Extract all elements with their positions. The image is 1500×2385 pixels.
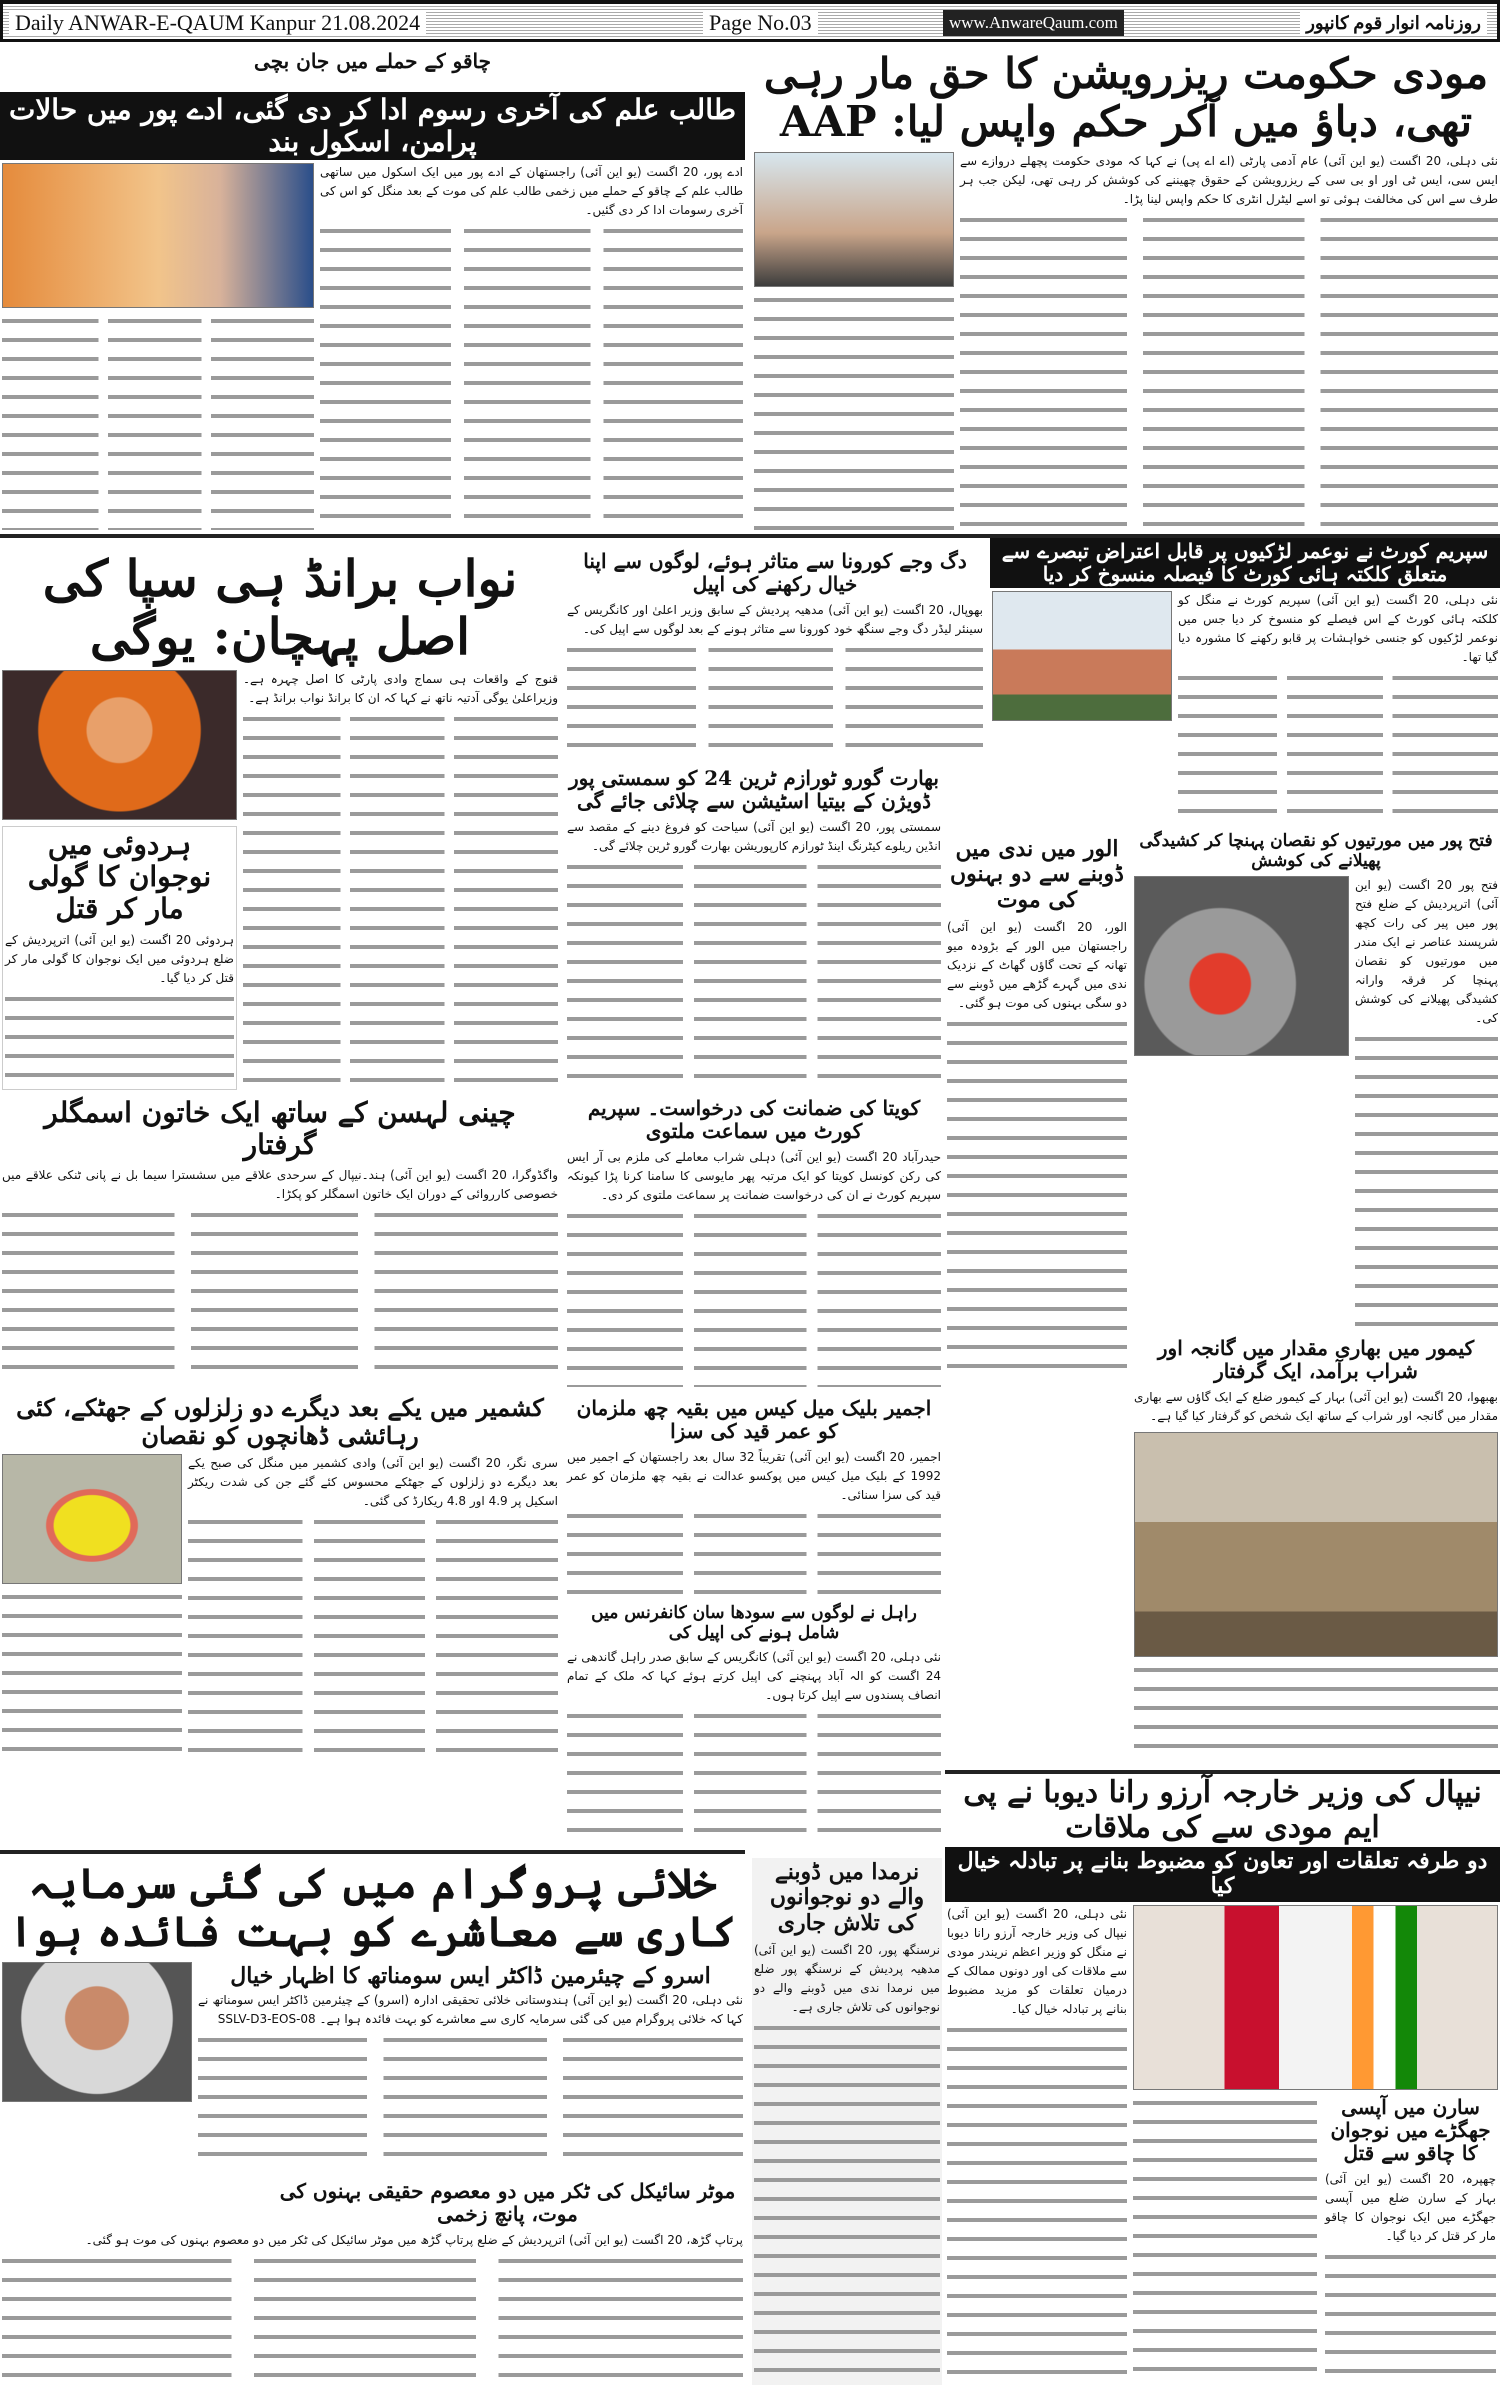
headline: موٹر سائیکل کی ٹکر میں دو معصوم حقیقی بہنوں کی موت، پانچ زخمی <box>279 2179 736 2226</box>
text-columns <box>2 1588 182 1764</box>
article-motorcycle-accident <box>0 2178 745 2385</box>
headline: راہل نے لوگوں سے سودھا سان کانفرنس میں شامل ہونے کی اپیل کی <box>591 1603 917 1643</box>
article-text: ہردوئی 20 اگست (یو این آئی) اترپردیش کے ضلع ہردوئی میں ایک نوجوان کا گولی مار کر قتل کر دیا گیا۔ <box>5 932 235 985</box>
website-link[interactable]: www.AnwareQaum.com <box>943 10 1124 36</box>
headline: مودی حکومت ریزرویشن کا حق مار رہی تھی، دباؤ میں آکر حکم واپس لیا: AAP <box>763 49 1489 147</box>
article-text: سمستی پور، 20 اگست (یو این آئی) سیاحت کو فروغ دینے کے مقصد سے انڈین ریلوے کیٹرنگ اینڈ ٹورازم کارپوریشن بھارت گورو ٹرین چلائے گی۔ <box>567 820 942 853</box>
photo-funeral <box>2 163 314 308</box>
article-kashmir-earthquake <box>0 1392 560 1767</box>
article-alwar <box>945 835 1129 1385</box>
headline: سپریم کورٹ نے نوعمر لڑکیوں پر قابل اعتراض تبصرے سے متعلق کلکتہ ہائی کورٹ کا فیصلہ منسوخ کر دیا <box>990 538 1500 588</box>
article-supreme-court <box>990 538 1500 828</box>
subheadline: دو طرفہ تعلقات اور تعاون کو مضبوط بنانے پر تبادلہ خیال کیا <box>945 1847 1500 1902</box>
subheadline: اسرو کے چیئرمین ڈاکٹر ایس سومناتھ کا اظہار خیال <box>230 1962 711 1989</box>
article-text: نئی دہلی، 20 اگست (یو این آئی) سپریم کورٹ نے منگل کو کلکتہ ہائی کورٹ کے اس فیصلے کو منسوخ کر دیا جس میں نوعمر لڑکیوں کو جنسی خواہشات پر قابو رکھنے کا مشورہ دیا گیا تھا۔ <box>1178 593 1498 664</box>
text-columns <box>188 1513 558 1764</box>
photo-yogi <box>2 670 237 820</box>
text-columns <box>754 2019 940 2382</box>
article-hardoi <box>2 826 237 1090</box>
page-number: Page No.03 <box>703 10 818 36</box>
headline: دگ وجے کورونا سے متاثر ہوئے، لوگوں سے اپنا خیال رکھنے کی اپیل <box>583 549 967 596</box>
text-columns <box>754 291 954 530</box>
article-text: قنوج کے واقعات ہی سماج وادی پارٹی کا اصل چہرہ ہے۔ وزیراعلیٰ یوگی آدتیہ ناتھ نے کہا کہ ان کا برانڈ نواب برانڈ ہے۔ <box>243 672 558 705</box>
headline: الور میں ندی میں ڈوبنے سے دو بہنوں کی موت <box>950 836 1124 913</box>
article-text: چھپرہ، 20 اگست (یو این آئی) بہار کے سارن ضلع میں آپسی جھگڑے میں ایک نوجوان کا چاقو مار کر قتل کر دیا گیا۔ <box>1325 2171 1496 2243</box>
text-columns <box>567 641 983 760</box>
article-text: اجمیر، 20 اگست (یو این آئی) تقریباً 32 سال بعد راجستھان کے اجمیر میں 1992 کے بلیک میل کیس میں پوکسو عدالت نے بقیہ چھ ملزمان کو عمر قید کی سزا سنائی۔ <box>567 1450 941 1502</box>
article-text: پرتاپ گڑھ، 20 اگست (یو این آئی) اترپردیش کے ضلع پرتاپ گڑھ میں موٹر سائیکل کی ٹکر میں دو معصوم بہنوں کی موت ہو گئی۔ <box>85 2233 743 2247</box>
article-text: نئی دہلی، 20 اگست (یو این آئی) کانگریس کے سابق صدر راہل گاندھی نے 24 اگست کو الہ آباد پہنچنے کی اپیل کرتے ہوئے کہا کہ ملک کے تمام انصاف پسندوں سے اپیل کرتا ہوں۔ <box>567 1650 941 1703</box>
headline: ہردوئی میں نوجوان کا گولی مار کر قتل <box>27 828 212 926</box>
photo-modi-deuba <box>1133 1905 1498 2090</box>
headline: اجمیر بلیک میل کیس میں بقیہ چھ ملزمان کو عمر قید کی سزا <box>576 1396 932 1443</box>
text-columns <box>2 1206 558 1382</box>
masthead-date: Daily ANWAR-E-QAUM Kanpur 21.08.2024 <box>9 10 426 36</box>
article-chinese-garlic <box>0 1095 560 1385</box>
article-fatehpur <box>1132 830 1500 1330</box>
headline: نواب برانڈ ہی سپا کی اصل پہچان: یوگی <box>42 549 518 666</box>
text-columns <box>1133 2094 1317 2382</box>
photo-somanath <box>2 1962 192 2102</box>
article-digvijay <box>565 548 985 763</box>
article-text: بھبھوا، 20 اگست (یو این آئی) بہار کے کیمور ضلع کے ایک گاؤں سے بھاری مقدار میں گانجہ اور شراب کے ساتھ ایک شخص کو گرفتار کیا گیا ہے۔ <box>1134 1390 1498 1423</box>
article-text: نئی دہلی، 20 اگست (یو این آئی) ہندوستانی خلائی تحقیقی ادارہ (اسرو) کے چیئرمین ڈاکٹر ایس سومناتھ نے کہا کہ خلائی پروگرام میں کی گئی سرمایہ کاری سے معاشرے کو بہت فائدہ ہوا ہے۔ SSLV-D3-EOS-08 <box>198 1992 743 2026</box>
photo-supreme-court <box>992 591 1172 721</box>
text-columns <box>198 2031 743 2170</box>
article-bharat-gaurav-train <box>565 765 943 1090</box>
headline: نیپال کی وزیر خارجہ آرزو رانا دیوبا نے پی ایم مودی سے کی ملاقات <box>963 1775 1482 1845</box>
article-udaipur-student <box>0 92 745 533</box>
article-text: نئی دہلی، 20 اگست (یو این آئی) نیپال کی وزیر خارجہ آرزو رانا دیوبا نے منگل کو وزیر اعظم نریندر مودی سے ملاقات کی اور دونوں ممالک کے درمیان تعلقات کو مزید مضبوط بنانے پر تبادلہ خیال کیا۔ <box>947 1906 1127 2016</box>
article-text: ادے پور، 20 اگست (یو این آئی) راجستھان کے ادے پور میں ایک اسکول میں ساتھی طالب علم کے چاقو کے حملے میں زخمی طالب علم کی موت کے بعد منگل کو اس کی آخری رسومات ادا کر دی گئیں۔ <box>320 165 744 218</box>
text-columns <box>1355 1030 1498 1327</box>
masthead <box>0 0 1500 42</box>
photo-damaged-idols <box>1134 876 1349 1056</box>
photo-aap-leader <box>754 152 954 287</box>
article-aap-reservation <box>752 48 1500 533</box>
article-narmada <box>752 1858 942 2385</box>
article-saran-murder <box>1323 2094 1498 2382</box>
article-nepal-fm <box>945 1770 1500 2385</box>
headline: کیمور میں بھاری مقدار میں گانجہ اور شراب برآمد، ایک گرفتار <box>1157 1336 1475 1383</box>
article-text: نرسنگھ پور، 20 اگست (یو این آئی) مدھیہ پردیش کے نرسنگھ پور ضلع میں نرمدا ندی میں ڈوبنے والے دو نوجوانوں کی تلاش جاری ہے۔ <box>754 1942 940 2014</box>
article-knife-attack <box>0 48 745 90</box>
headline: خلائی پروگرام میں کی گئی سرمایہ کاری سے معاشرے کو بہت فائدہ ہوا <box>8 1859 737 1957</box>
article-text: واگڈوگرا، 20 اگست (یو این آئی) ہند۔نیپال کے سرحدی علاقے میں سشسترا سیما بل نے پانی ٹنکی علاقے میں خصوصی کارروائی کے دوران ایک خاتون اسمگلر کو پکڑا۔ <box>2 1168 558 1202</box>
article-ajmer-case <box>565 1395 943 1600</box>
text-columns <box>960 211 1498 530</box>
text-columns <box>947 1015 1127 1382</box>
text-columns <box>1325 2248 1496 2379</box>
article-text: بھوپال، 20 اگست (یو این آئی) مدھیہ پردیش کے سابق وزیر اعلیٰ اور کانگریس کے سینئر لیڈر دگ وجے سنگھ خود کورونا سے متاثر ہونے کے بعد لوگوں سے اپیل کی۔ <box>567 603 983 636</box>
text-columns <box>567 1507 941 1597</box>
article-isro <box>0 1858 745 2173</box>
text-columns <box>567 1207 941 1387</box>
text-columns <box>5 990 234 1086</box>
divider <box>0 1850 745 1854</box>
headline: طالب علم کی آخری رسوم ادا کر دی گئی، ادے پور میں حالات پرامن، اسکول بند <box>0 92 745 160</box>
text-columns <box>2 2252 743 2382</box>
headline: فتح پور میں مورتیوں کو نقصان پہنچا کر کشیدگی پھیلانے کی کوشش <box>1139 831 1493 871</box>
text-columns <box>567 1707 941 1839</box>
newspaper-logo: روزنامہ انوار قوم کانپور <box>1300 10 1487 36</box>
article-text: الور، 20 اگست (یو این آئی) راجستھان میں الور کے بڑودہ میو تھانہ کے تحت گاؤں گھاٹ کے نزدیک ندی میں گہرے گڑھے میں ڈوبنے سے دو سگی بہنوں کی موت ہو گئی۔ <box>947 919 1128 1010</box>
headline: چینی لہسن کے ساتھ ایک خاتون اسمگلر گرفتار <box>44 1096 516 1162</box>
headline: بھارت گورو ٹورازم ٹرین 24 کو سمستی پور ڈویژن کے بیتیا اسٹیشن سے چلائی جائے گی <box>569 766 939 813</box>
article-yogi <box>0 548 560 1093</box>
text-columns <box>243 710 558 1090</box>
photo-police-seizure <box>1134 1432 1498 1657</box>
headline: کشمیر میں یکے بعد دیگرے دو زلزلوں کے جھٹکے، کئی رہائشی ڈھانچوں کو نقصان <box>16 1393 544 1450</box>
article-text: سری نگر، 20 اگست (یو این آئی) وادی کشمیر میں منگل کی صبح یکے بعد دیگرے دو زلزلوں کے جھٹکے محسوس کئے گئے جن کی شدت ریکٹر اسکیل پر 4.9 اور 4.8 ریکارڈ کی گئی۔ <box>188 1456 558 1509</box>
article-text: نئی دہلی، 20 اگست (یو این آئی) عام آدمی پارٹی (اے اے پی) نے کہا کہ مودی حکومت پچھلے دروازے سے ایس سی، ایس ٹی اور او بی سی کے ریزرویشن کے حقوق چھیننے کی کوشش کر رہی تھی، لیکن جب ہر طرف سے اس کی مخالفت ہوئی تو اسے لیٹرل انٹری کا حکم واپس لینا پڑا۔ <box>960 153 1498 206</box>
article-text: حیدرآباد 20 اگست (یو این آئی) دہلی شراب معاملے کی ملزم بی آر ایس کی رکن کونسل کویتا کو ایک مرتبہ پھر مایوسی کا سامنا کرنا پڑا کیونکہ سپریم کورٹ نے ان کی درخواست ضمانت پر سماعت ملتوی کر دی۔ <box>567 1150 941 1202</box>
text-columns <box>1134 1661 1498 1762</box>
article-kavitha-bail <box>565 1095 943 1390</box>
text-columns <box>567 858 941 1087</box>
article-text: فتح پور 20 اگست (یو این آئی) اترپردیش کے ضلع فتح پور میں پیر کی رات کچھ شرپسند عناصر نے ایک مندر میں مورتیوں کو نقصان پہنچا کر فرقہ وارانہ کشیدگی پھیلانے کی کوشش کی۔ <box>1355 878 1498 1026</box>
article-rahul-appeal <box>565 1602 943 1842</box>
headline: نرمدا میں ڈوبنے والے دو نوجوانوں کی تلاش جاری <box>769 1859 925 1936</box>
photo-crack-wall <box>2 1454 182 1584</box>
headline: سارن میں آپسی جھگڑے میں نوجوان کا چاقو سے قتل <box>1330 2094 1491 2165</box>
article-kaimur-seizure <box>1132 1335 1500 1765</box>
kicker-headline: چاقو کے حملے میں جان بچی <box>254 49 491 73</box>
text-columns <box>2 312 314 530</box>
headline: کویتا کی ضمانت کی درخواست۔ سپریم کورٹ میں سماعت ملتوی <box>587 1096 921 1143</box>
text-columns <box>947 2021 1127 2382</box>
text-columns <box>1178 669 1498 825</box>
text-columns <box>320 222 743 530</box>
